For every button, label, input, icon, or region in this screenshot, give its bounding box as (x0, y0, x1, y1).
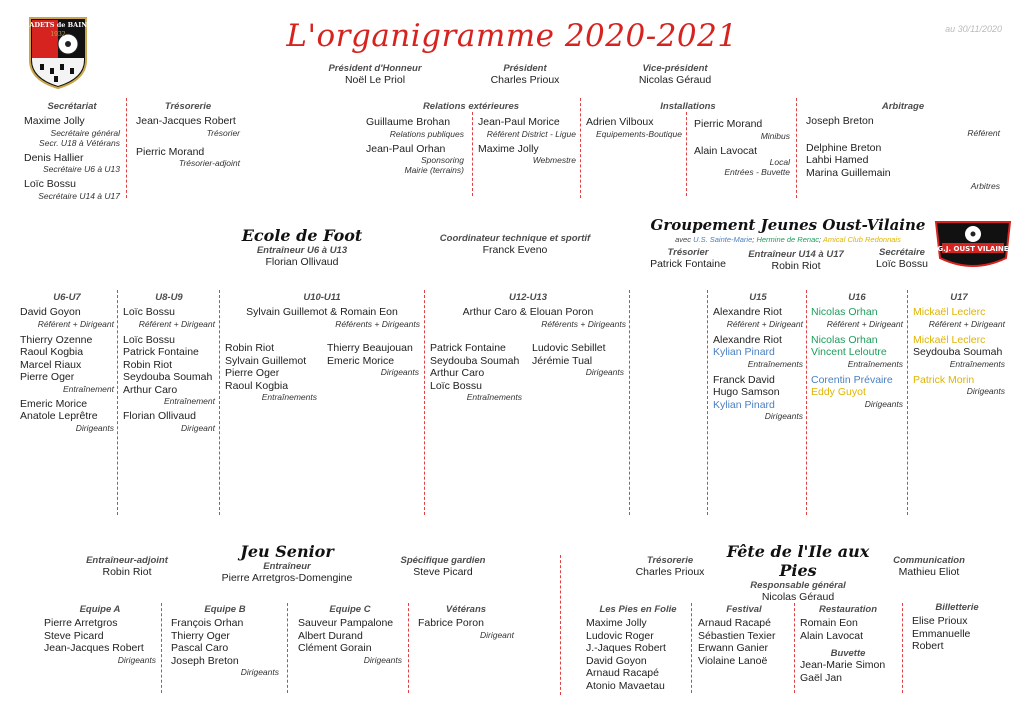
equipe-a-head: Equipe A (79, 604, 121, 615)
gj-club-2: Hermine de Renac (756, 235, 819, 244)
person: Elise Prioux (912, 615, 968, 627)
u17-block (913, 292, 1005, 396)
person: Delphine Breton (806, 141, 882, 154)
person: Denis Hallier (24, 151, 84, 164)
person: Jérémie Tual (532, 354, 593, 367)
fete-main (714, 542, 882, 604)
gj-sep: ; (752, 235, 755, 244)
arbitrage-block (806, 101, 1000, 191)
honneur-name: Noël Le Priol (344, 74, 406, 86)
person-role: Référent + Dirigeant (138, 318, 215, 329)
person: Arnaud Racapé (698, 617, 771, 629)
person: Violaine Lanoë (698, 654, 768, 667)
person: Pierre Oger (20, 371, 75, 383)
person: Jean-Jacques Robert (136, 115, 236, 127)
person-role: Entraînements (847, 358, 903, 369)
divider (408, 603, 409, 693)
person: François Orhan (171, 617, 244, 629)
senior-adj-role: Entraîneur-adjoint (86, 555, 168, 566)
person-role: Equipements-Boutique (595, 128, 682, 139)
person-role: Entraînements (949, 358, 1005, 369)
person: Alain Lavocat (800, 629, 864, 642)
divider (126, 98, 127, 198)
person: Jean-Marie Simon (800, 659, 886, 671)
gj-logo-text: G.J. OUST VILAINE (937, 245, 1009, 253)
person: Robin Riot (123, 358, 173, 371)
vice-role: Vice-président (642, 63, 708, 74)
senior-gard-name: Steve Picard (413, 566, 473, 578)
u8-head: U8-U9 (155, 292, 183, 303)
person-role: Dirigeants (864, 398, 903, 409)
fete-comm-name: Mathieu Eliot (898, 566, 960, 578)
club-logo-text: CADETS de BAINS (26, 21, 90, 29)
person: Romain Eon (800, 617, 858, 629)
u16-head: U16 (848, 292, 866, 303)
u17-head: U17 (950, 292, 968, 303)
person: Arthur Caro (430, 367, 485, 379)
fete-comm-role: Communication (893, 555, 965, 566)
person: Arthur Caro (123, 383, 178, 396)
person-role: Entraînements (261, 392, 317, 402)
person: Pierre Oger (225, 367, 280, 379)
u10-entr (225, 342, 317, 402)
divider (472, 112, 473, 196)
divider (806, 290, 807, 515)
festival-head: Festival (726, 604, 762, 615)
person: Albert Durand (298, 629, 363, 642)
person: J.-Jaques Robert (586, 642, 666, 654)
restauration-head: Restauration (818, 604, 878, 615)
person: Thierry Ozenne (20, 333, 93, 346)
gj-treso-role: Trésorier (667, 247, 709, 258)
person: Clément Gorain (298, 642, 372, 654)
person: Emmanuelle (912, 627, 971, 640)
divider (219, 290, 220, 515)
person-role: Minibus (760, 130, 790, 141)
person: Hugo Samson (713, 386, 780, 398)
tresorerie-block (136, 101, 240, 168)
person-role: Dirigeants (966, 386, 1005, 396)
fete-resp-role: Responsable général (750, 580, 846, 591)
fete-resp-name: Nicolas Géraud (761, 591, 835, 603)
u15-head: U15 (749, 292, 767, 303)
person-role: Secrétaire général (50, 127, 120, 138)
person: Jean-Paul Morice (478, 116, 560, 128)
vice-block (615, 63, 735, 87)
person-role: Dirigeants (75, 422, 114, 433)
person-role: Entrées - Buvette (724, 167, 790, 177)
senior-entr-role: Entraîneur (263, 561, 311, 572)
person: Joseph Breton (171, 654, 239, 667)
person: Atonio Mavaetau (586, 679, 665, 692)
person: Pierre Arretgros (44, 617, 118, 629)
person-role: Entraînement (62, 383, 114, 394)
fete-treso-role: Trésorerie (646, 555, 694, 566)
gj-entr-role: Entraîneur U14 à U17 (748, 249, 844, 260)
person: Maxime Jolly (478, 142, 539, 155)
person: Jean-Paul Orhan (366, 142, 446, 155)
person: Sylvain Guillemot & Romain Eon (246, 306, 398, 318)
senior-adj-name: Robin Riot (102, 566, 152, 578)
u10-head: U10-U11 (303, 292, 341, 303)
person-role: Dirigeants (240, 667, 279, 677)
senior-gard (392, 555, 494, 579)
gj-secr-name: Loïc Bossu (876, 258, 928, 270)
club-logo-year: 1932 (50, 31, 66, 38)
folie-head: Les Pies en Folie (599, 604, 677, 615)
gj-club-1: U.S. Sainte-Marie (693, 235, 753, 244)
ecole-block (222, 226, 382, 269)
person: Franck David (713, 373, 775, 386)
person: Thierry Beaujouan (327, 342, 413, 354)
u15-block (713, 292, 803, 421)
person-role: Trésorier (206, 127, 240, 138)
divider (580, 98, 581, 198)
gj-treso (640, 247, 736, 271)
president-role: Président (503, 63, 547, 74)
date-label: au 30/11/2020 (945, 24, 1002, 34)
billetterie-head: Billetterie (935, 602, 979, 613)
tresorerie-head: Trésorerie (164, 101, 212, 112)
u10-block (224, 292, 420, 329)
person: Loïc Bossu (123, 306, 175, 318)
person: Robert (912, 640, 944, 652)
divider (560, 555, 561, 695)
person-role: Dirigeants (585, 367, 624, 377)
person: David Goyon (586, 654, 647, 667)
divider (902, 603, 903, 693)
person-role: Relations publiques (389, 128, 464, 139)
u12-head: U12-U13 (508, 292, 548, 303)
person: Alain Lavocat (694, 144, 758, 157)
equipe-c-head: Equipe C (329, 604, 371, 615)
gj-logo (932, 218, 1014, 272)
person: Loïc Bossu (24, 178, 76, 190)
person-role: Secrétaire U14 à U17 (38, 190, 120, 201)
folie-block (586, 604, 690, 692)
ecole-name: Florian Ollivaud (265, 256, 339, 268)
person: Lahbi Hamed (806, 154, 869, 166)
person: Emeric Morice (327, 354, 395, 367)
person: Pierric Morand (136, 145, 205, 158)
person-role: Entraînements (747, 358, 803, 369)
person: Kylian Pinard (713, 398, 775, 411)
person: Thierry Oger (171, 629, 230, 642)
person-role: Dirigeants (380, 367, 419, 377)
person: Pierric Morand (694, 118, 763, 130)
person: Patrick Morin (913, 373, 975, 386)
secretariat-block (24, 101, 120, 201)
fete-comm (884, 555, 974, 579)
person-role: Référents + Dirigeants (335, 318, 420, 329)
person-role: Dirigeants (117, 654, 156, 665)
person: David Goyon (20, 306, 81, 318)
person-role: Référent + Dirigeant (928, 318, 1005, 329)
divider (424, 290, 425, 515)
relations-col-1 (366, 116, 464, 175)
person: Gaël Jan (800, 671, 843, 684)
fete-treso-name: Charles Prioux (635, 566, 705, 578)
person: Seydouba Soumah (913, 346, 1003, 358)
fete-title: Fête de l'Ile aux Pies (726, 542, 870, 580)
person: Joseph Breton (806, 115, 874, 127)
equipe-c (298, 604, 402, 665)
person: Seydouba Soumah (430, 354, 520, 367)
gj-avec: avec (675, 235, 691, 244)
person-role: Dirigeants (363, 654, 402, 665)
gj-sep: ; (818, 235, 822, 244)
person: Arnaud Racapé (586, 667, 659, 679)
gj-clubs (650, 235, 926, 244)
senior-gard-role: Spécifique gardien (400, 555, 486, 566)
vice-name: Nicolas Géraud (638, 74, 712, 86)
person-role: Entraînements (466, 392, 522, 402)
divider (907, 290, 908, 515)
divider (707, 290, 708, 515)
person: Marina Guillemain (806, 166, 891, 179)
person: Arthur Caro & Elouan Poron (462, 306, 594, 318)
person: Erwann Ganier (698, 642, 769, 654)
person: Sauveur Pampalone (298, 617, 394, 629)
person: Marcel Riaux (20, 358, 82, 371)
equipe-b-head: Equipe B (204, 604, 246, 615)
billetterie-block (912, 602, 1002, 653)
installations-col-2 (694, 118, 790, 177)
senior-main (200, 542, 374, 585)
person-role: Sponsoring (420, 155, 464, 165)
person: Jean-Jacques Robert (44, 642, 144, 654)
gj-secr (862, 247, 942, 271)
u16-block (811, 292, 903, 409)
installations-head: Installations (660, 101, 716, 112)
person: Alexandre Riot (713, 333, 782, 346)
person-role: Dirigeant (180, 422, 215, 433)
person: Raoul Kogbia (225, 379, 289, 392)
person: Patrick Fontaine (123, 346, 199, 358)
person: Nicolas Orhan (811, 306, 878, 318)
ecole-title: Ecole de Foot (241, 226, 363, 245)
divider (796, 98, 797, 198)
person-role: Dirigeant (479, 629, 514, 640)
president-name: Charles Prioux (490, 74, 560, 86)
person: Patrick Fontaine (430, 342, 506, 354)
gj-secr-role: Secrétaire (879, 247, 925, 258)
person: Kylian Pinard (713, 346, 775, 358)
person-role: Secr. U18 à Vétérans (39, 137, 120, 148)
page-title: L'organigramme 2020-2021 (286, 18, 738, 54)
person-role: Référents + Dirigeants (541, 318, 626, 329)
equipe-a (44, 604, 156, 665)
coordinateur-name: Franck Eveno (482, 244, 548, 256)
u12-dir (532, 342, 624, 377)
person-role: Trésorier-adjoint (178, 158, 240, 168)
person: Alexandre Riot (713, 306, 782, 318)
person: Raoul Kogbia (20, 346, 84, 358)
divider (161, 603, 162, 693)
u6-block (20, 292, 114, 433)
senior-title: Jeu Senior (240, 542, 334, 561)
gj-title: Groupement Jeunes Oust-Vilaine (650, 216, 926, 234)
secretariat-head: Secrétariat (47, 101, 97, 112)
person-role: Secrétaire U6 à U13 (42, 164, 120, 174)
fete-treso (612, 555, 728, 579)
person-role: Local (769, 157, 790, 167)
person-role: Référent + Dirigeant (37, 318, 114, 329)
person-role: Entraînement (163, 396, 215, 406)
person-role: Arbitres (970, 181, 1000, 191)
buvette-head: Buvette (830, 648, 866, 659)
divider (287, 603, 288, 693)
person: Fabrice Poron (418, 617, 484, 629)
ecole-role: Entraîneur U6 à U13 (256, 245, 348, 256)
senior-adj (72, 555, 182, 579)
gj-entr (740, 249, 852, 273)
person-role: Référent + Dirigeant (826, 318, 903, 329)
person: Anatole Leprêtre (20, 410, 98, 422)
person: Sylvain Guillemot (225, 354, 307, 367)
president-block (470, 63, 580, 87)
divider (691, 603, 692, 693)
divider (117, 290, 118, 515)
person: Ludovic Roger (586, 629, 654, 642)
u10-dir (327, 342, 419, 377)
person-role: Référent District - Ligue (486, 128, 576, 139)
relations-head: Relations extérieures (422, 101, 520, 112)
person: Mickaël Leclerc (913, 333, 986, 346)
person: Corentin Prévaire (811, 373, 893, 386)
person: Guillaume Brohan (366, 116, 451, 128)
person-role: Référent + Dirigeant (726, 318, 803, 329)
person: Seydouba Soumah (123, 371, 213, 383)
person: Florian Ollivaud (123, 410, 196, 422)
person: Loïc Bossu (123, 333, 175, 346)
festival-block (698, 604, 790, 667)
veterans (418, 604, 514, 640)
gj-entr-name: Robin Riot (771, 260, 821, 272)
person: Ludovic Sebillet (532, 342, 606, 354)
person-role: Référent (967, 127, 1000, 138)
honneur-block (315, 63, 435, 87)
coordinateur-role: Coordinateur technique et sportif (439, 233, 591, 244)
honneur-role: Président d'Honneur (328, 63, 422, 74)
installations-col-1 (586, 116, 682, 139)
person: Vincent Leloutre (811, 346, 887, 358)
person: Steve Picard (44, 629, 104, 642)
person-role: Webmestre (532, 155, 576, 165)
person: Pascal Caro (171, 642, 229, 654)
person: Nicolas Orhan (811, 333, 878, 346)
relations-col-2 (478, 116, 576, 165)
restauration-block (800, 604, 896, 684)
u12-block (430, 292, 626, 329)
person-role: Dirigeants (764, 411, 803, 421)
divider (794, 603, 795, 693)
divider (629, 290, 630, 515)
person-role: Mairie (terrains) (404, 165, 464, 175)
person: Mickaël Leclerc (913, 306, 986, 318)
gj-treso-name: Patrick Fontaine (650, 258, 726, 270)
person: Emeric Morice (20, 397, 88, 410)
senior-entr-name: Pierre Arretgros-Domengine (221, 572, 353, 584)
coordinateur-block (430, 233, 600, 257)
person: Loïc Bossu (430, 379, 482, 392)
person: Maxime Jolly (24, 115, 85, 127)
divider (686, 112, 687, 196)
equipe-b (171, 604, 279, 677)
gj-club-3: Amical Club Redonnais (822, 235, 901, 244)
veterans-head: Vétérans (445, 604, 487, 615)
person: Maxime Jolly (586, 617, 647, 629)
arbitrage-head: Arbitrage (881, 101, 925, 112)
u6-head: U6-U7 (53, 292, 81, 303)
u8-block (123, 292, 215, 433)
person: Robin Riot (225, 342, 275, 354)
person: Adrien Vilboux (586, 116, 654, 128)
person: Sébastien Texier (698, 629, 776, 642)
person: Eddy Guyot (811, 386, 866, 398)
u12-entr (430, 342, 522, 402)
